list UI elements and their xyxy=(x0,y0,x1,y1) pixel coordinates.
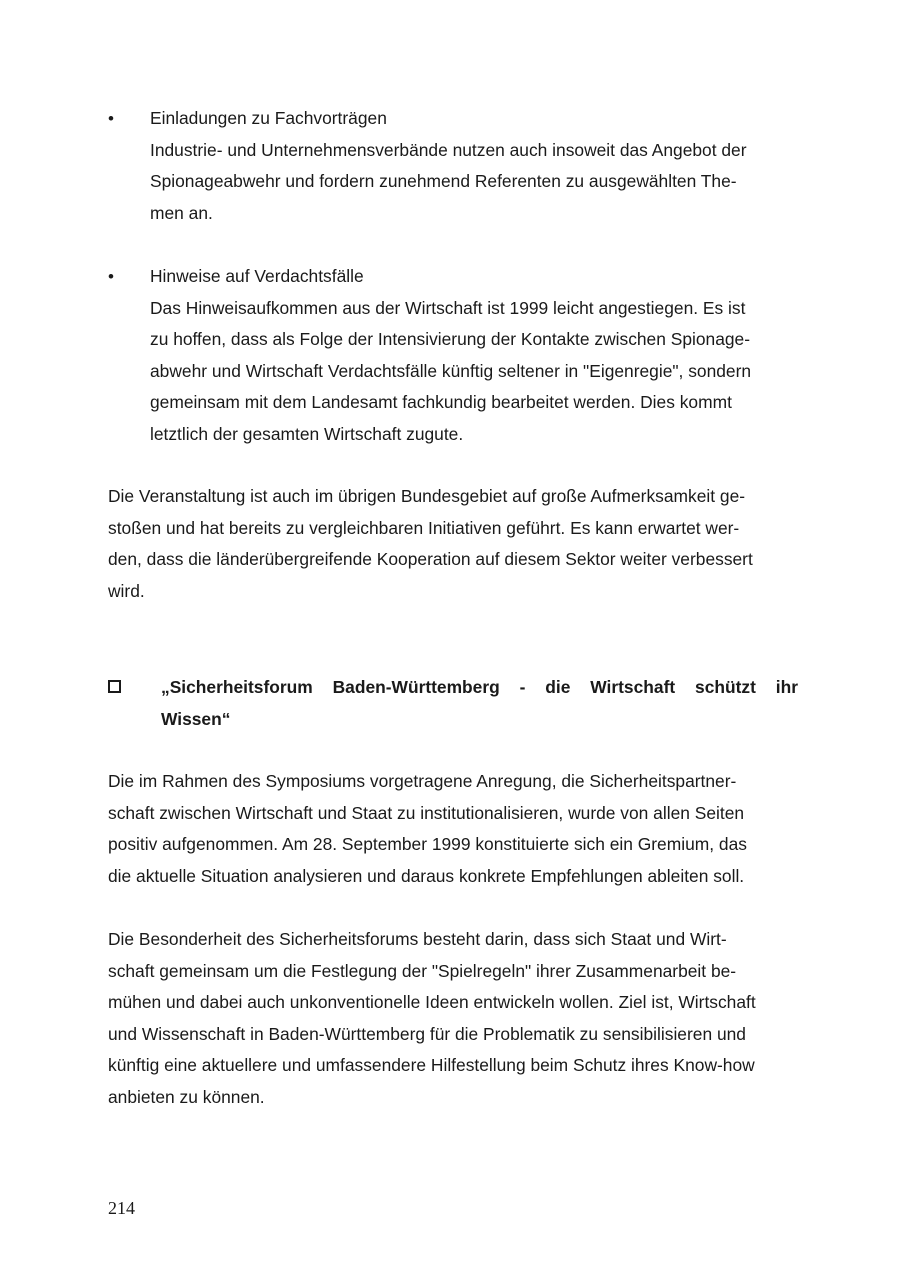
text-line: künftig eine aktuellere und umfassendere Hilfestellung beim Schutz ihres Know-how xyxy=(108,1055,755,1075)
text-line: die aktuelle Situation analysieren und daraus konkrete Empfehlungen ableiten soll. xyxy=(108,865,745,886)
text-line: zu hoffen, dass als Folge der Intensivierung der Kontakte zwischen Spionage- xyxy=(150,329,751,349)
text-line: anbieten zu können. xyxy=(108,1086,265,1107)
bullet-item-einladungen xyxy=(108,103,798,229)
text-line: Das Hinweisaufkommen aus der Wirtschaft ist 1999 leicht angestiegen. Es ist xyxy=(150,297,746,318)
text-line: wird. xyxy=(108,580,145,601)
text-line: abwehr und Wirtschaft Verdachtsfälle künftig seltener in "Eigenregie", sondern xyxy=(150,360,752,381)
text-line: den, dass die länderübergreifende Kooperation auf diesem Sektor weiter verbessert xyxy=(108,549,753,569)
bullet-body xyxy=(150,103,798,229)
bullet-marker: • xyxy=(108,109,114,128)
bullet-item-hinweise xyxy=(108,261,798,450)
paragraph-besonderheit xyxy=(108,924,798,1113)
bullet-title: Hinweise auf Verdachtsfälle xyxy=(150,266,364,286)
text-line: schaft zwischen Wirtschaft und Staat zu institutionalisieren, wurde von allen Seiten xyxy=(108,802,745,823)
heading-text xyxy=(161,672,798,735)
bullet-marker: • xyxy=(108,267,114,286)
text-line: gemeinsam mit dem Landesamt fachkundig bearbeitet werden. Dies kommt xyxy=(150,392,732,412)
text-line: Die im Rahmen des Symposiums vorgetragene Anregung, die Sicherheitspartner- xyxy=(108,771,737,791)
paragraph-veranstaltung xyxy=(108,481,798,607)
text-line: Die Besonderheit des Sicherheitsforums besteht darin, dass sich Staat und Wirt- xyxy=(108,929,727,949)
text-line: schaft gemeinsam um die Festlegung der "Spielregeln" ihrer Zusammenarbeit be- xyxy=(108,960,737,981)
heading-line: „Sicherheitsforum Baden-Württemberg - die Wirtschaft schützt ihr xyxy=(161,677,798,697)
section-heading xyxy=(108,672,798,735)
text-line: mühen und dabei auch unkonventionelle Ideen entwickeln wollen. Ziel ist, Wirtschaft xyxy=(108,992,756,1012)
text-line: Industrie- und Unternehmensverbände nutzen auch insoweit das Angebot der xyxy=(150,139,747,160)
paragraph-symposium xyxy=(108,766,798,892)
text-line: Spionageabwehr und fordern zunehmend Referenten zu ausgewählten The- xyxy=(150,171,737,191)
bullet-body xyxy=(150,261,798,450)
bullet-title: Einladungen zu Fachvorträgen xyxy=(150,108,387,128)
text-line: letztlich der gesamten Wirtschaft zugute. xyxy=(150,423,464,444)
text-line: men an. xyxy=(150,202,213,223)
checkbox-square-icon xyxy=(108,680,121,693)
text-line: und Wissenschaft in Baden-Württemberg für die Problematik zu sensibilisieren und xyxy=(108,1023,746,1044)
heading-line: Wissen“ xyxy=(161,708,231,729)
page-number: 214 xyxy=(108,1198,135,1218)
text-line: stoßen und hat bereits zu vergleichbaren Initiativen geführt. Es kann erwartet wer- xyxy=(108,517,740,538)
text-line: Die Veranstaltung ist auch im übrigen Bundesgebiet auf große Aufmerksamkeit ge- xyxy=(108,486,746,506)
text-line: positiv aufgenommen. Am 28. September 1999 konstituierte sich ein Gremium, das xyxy=(108,834,747,854)
